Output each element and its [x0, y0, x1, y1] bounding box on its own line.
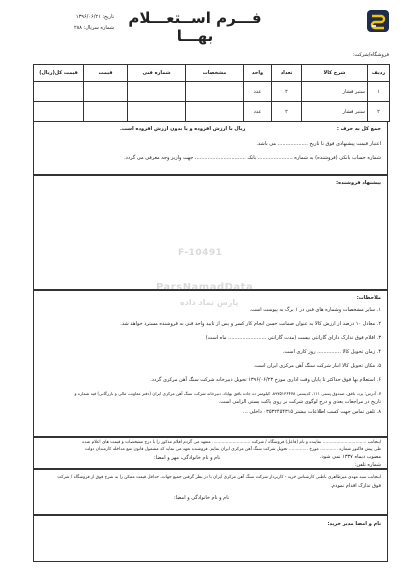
row-number: ۲ [368, 102, 390, 122]
declaration-line: اینجانب ................................ نماینده و نام (فاعل) فروشگاه / شرکت ............................ متعهد می گردم اقلام مذکور را با درج مشخصات و قیمت های اعلام شده [82, 440, 381, 445]
item-price[interactable] [84, 102, 128, 122]
serial-line: شماره سریال: ۲۸۸ [73, 25, 114, 31]
buyer-line: اینجانب سید مهدی میرطاهری باطنی کارشناس خرید - کاربرداز شرکت سنگ آهن مرکزی ایران با در نظر گرفتن جمیع جهات، حداقل قیمت ممکن را به شرح فوق از فروشگاه / شرکت [57, 475, 381, 480]
column-header: مشخصات [186, 65, 244, 82]
item-total[interactable] [34, 102, 84, 122]
item-part-number[interactable] [128, 82, 186, 102]
vendor-proposal-label: پیشنهاد فروشنده: [336, 180, 381, 186]
item-unit: عدد [244, 82, 272, 102]
company-logo [367, 10, 389, 32]
validity-line: اعتبار قیمت پیشنهادی فوق تا تاریخ ................... می باشد. [256, 141, 381, 147]
date-line: تاریخ: ۱۳۹۶/۰۶/۲۱ [75, 14, 114, 20]
row-number: ۱ [368, 82, 390, 102]
declaration-line: طی پیش فاکتور شماره ............. مورخ .............. تحویل شرکت سنگ آهن مرکزی ایران نمایم. فروشنده تعهد می نماید که مشمول قانون منع مداخله کارمندان دولت [84, 447, 381, 452]
notes-section [33, 290, 388, 437]
vendor-label: فروشگاه/شرکت: [352, 52, 389, 58]
items-table [33, 64, 390, 122]
totals-section [33, 121, 388, 175]
declaration-line: مصوب دیماه ۱۳۳۷ نمی شود. [319, 454, 381, 460]
note-item: تاریخ در مراجعات بعدی و درج لوگوی شرکت بر روی پاکت پستی الزامی است. [218, 399, 381, 405]
manager-approval-section [33, 515, 388, 562]
form-title: فـــرم اســتعـــلام بهـــا [128, 9, 262, 45]
column-header: قیمت [84, 65, 128, 82]
header-info [34, 12, 114, 34]
item-specs[interactable] [186, 82, 244, 102]
table-row [34, 82, 390, 102]
item-description: ستبر فشار [302, 102, 368, 122]
note-item: ۷. آدرس: یزد، بافق، صندوق پستی ۱۱۱، کدپستی ۸۹۷۵۱۳۶۴۷۸، کیلومتر ده جاده بافق بهاباد، دبیرخانه شرکت سنگ آهن مرکزی ایران (دفتر معاونت مالی و بازرگانی) فیه شماره و [74, 391, 381, 396]
table-row [34, 102, 390, 122]
item-price[interactable] [84, 82, 128, 102]
manager-signature-label: نام و امضا مدیر خرید: [327, 521, 381, 527]
item-quantity: ۲ [272, 82, 302, 102]
watermark-site: ParsNamadData [156, 282, 254, 293]
column-header: تعداد [272, 65, 302, 82]
bank-account-line: شماره حساب بانکی (فروشنده) به شماره ...................... بانک ................................ جهت واریز وجه معرفی می گردد. [124, 155, 381, 161]
column-header: قیمت کل(ریال) [34, 65, 84, 82]
item-total[interactable] [34, 82, 84, 102]
table-header-row [34, 65, 390, 82]
item-quantity: ۲ [272, 102, 302, 122]
note-item: ۸. تلفن تماس جهت کسب اطلاعات بیشتر ۰۳۵۳۲۴۵۴۳۱۵ داخلی ... [243, 409, 381, 415]
phone-label: شماره تلفن: [354, 462, 381, 468]
column-header: ردیف [368, 65, 390, 82]
buyer-signature-label: نام و نام خانوادگی و امضا: [174, 495, 230, 501]
buyer-statement-section [33, 469, 388, 515]
vendor-declaration-section [33, 437, 388, 469]
vendor-signature-label: نام و نام خانوادگی، مهر و امضا: [154, 455, 221, 461]
column-header: شماره فنی [128, 65, 186, 82]
vendor-proposal-section[interactable] [33, 175, 388, 290]
watermark-code: F-10491 [178, 248, 223, 258]
item-part-number[interactable] [128, 102, 186, 122]
notes-label: ملاحظات: [356, 295, 381, 301]
note-item: ۴. زمان تحویل کالا ............... روز کاری است. [282, 349, 381, 355]
note-item: ۱. سایر مشخصات وشماره های فنی در ۱ برگ به پیوست است. [249, 307, 381, 313]
column-header: واحد [244, 65, 272, 82]
note-item: ۵. مکان تحویل کالا انبار شرکت سنگ آهن مرکزی ایران است. [253, 363, 381, 369]
note-item: ۶. استعلام بها فوق حداکثر تا پایان وقت اداری مورخ ۱۳۹۶/۰۶/۲۳ تحویل دبیرخانه شرکت سنگ آهن مرکزی گردد. [150, 377, 381, 383]
note-item: ۳. اقلام فوق تدارک دارای گارانتی بیست (مدت گارانتی ........................ ماه است) [205, 335, 381, 341]
item-unit: عدد [244, 102, 272, 122]
item-description: ستبر فشار [302, 82, 368, 102]
sum-in-words-label: جمع کل به حرف : ریال با ارزش افزوده و یا بدون ارزش افزوده است. [119, 126, 381, 132]
column-header: شرح کالا [302, 65, 368, 82]
item-specs[interactable] [186, 102, 244, 122]
buyer-line: فوق تدارک اقدام نمودم. [330, 483, 381, 489]
watermark-site-fa: پارس نماد داده [180, 298, 239, 307]
note-item: ۲. معادل ۱۰ درصد از ارزش کالا به عنوان ضمانت حسن انجام کار کسر و پس از تایید واحد فنی به فروشنده مسترد خواهد شد. [120, 321, 381, 327]
